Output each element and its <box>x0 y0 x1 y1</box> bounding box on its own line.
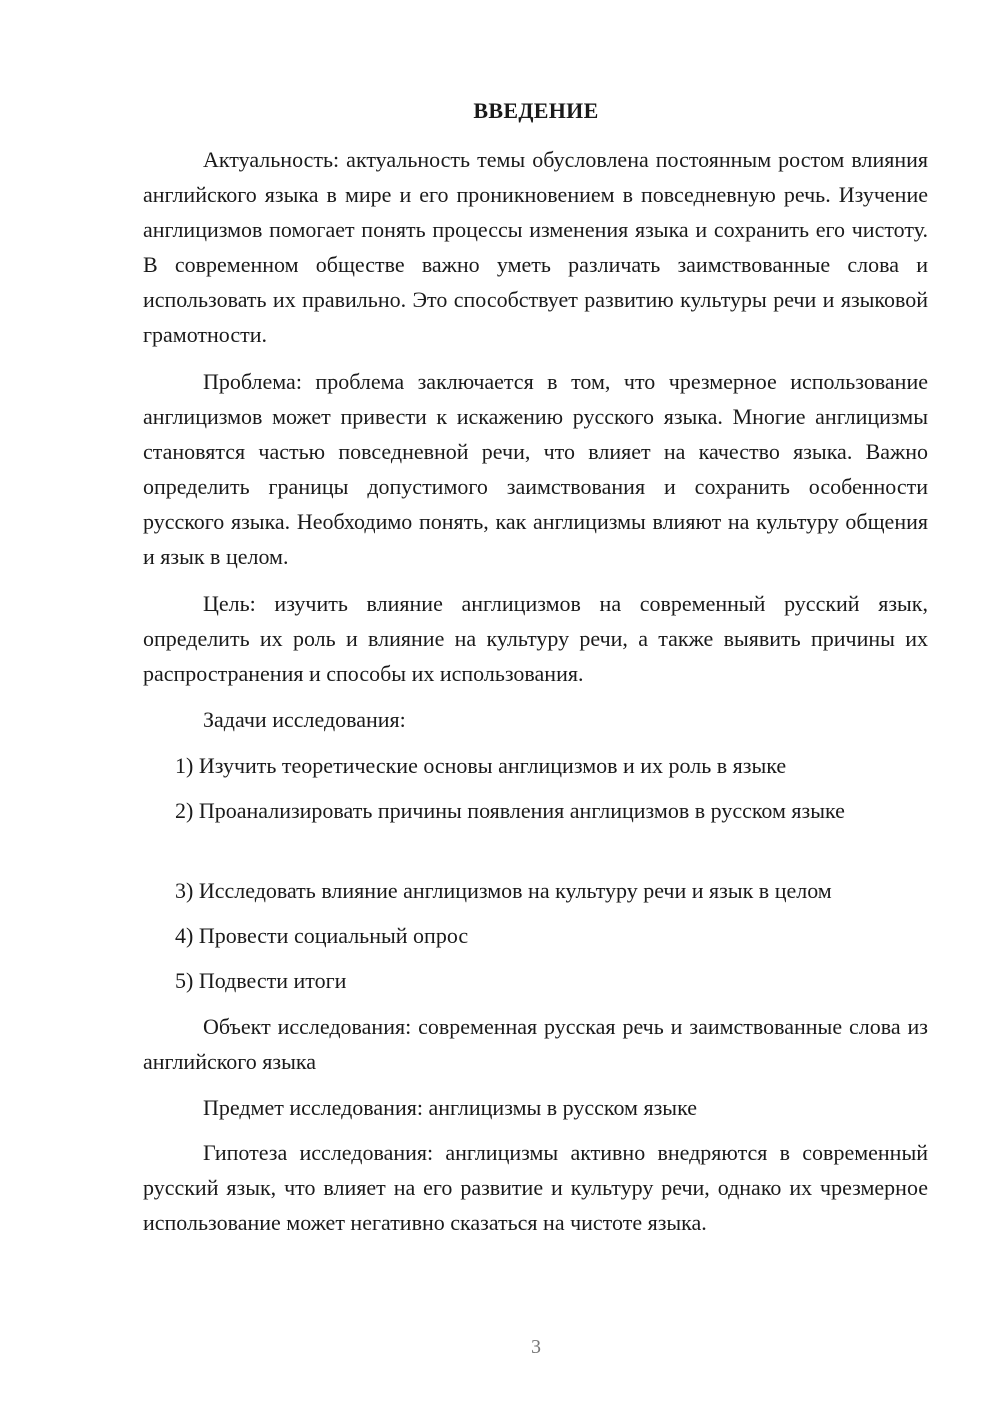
tasks-title: Задачи исследования: <box>203 707 406 732</box>
paragraph-object: Объект исследования: современная русская речь и заимствованные слова из английского языка <box>143 1014 928 1074</box>
task-item-3: 3) Исследовать влияние англицизмов на культуру речи и язык в целом <box>175 878 832 903</box>
paragraph-hypothesis: Гипотеза исследования: англицизмы активно внедряются в современный русский язык, что влияет на его развитие и культуру речи, однако их чрезмерное использование может негативно сказаться на чистоте языка. <box>143 1140 928 1235</box>
paragraph-subject: Предмет исследования: англицизмы в русском языке <box>203 1095 697 1120</box>
task-item-4: 4) Провести социальный опрос <box>175 923 469 948</box>
task-item-5: 5) Подвести итоги <box>175 968 347 993</box>
paragraph-problem: Проблема: проблема заключается в том, что чрезмерное использование англицизмов может привести к искажению русского языка. Многие англицизмы становятся частью повседневной речи, что влияет на качество языка. Важно определить границы допустимого заимствования и сохранить особенности русского языка. Необходимо понять, как англицизмы влияют на культуру общения и язык в целом. <box>143 369 928 569</box>
task-item-2: 2) Проанализировать причины появления англицизмов в русском языке <box>175 798 845 823</box>
paragraph-relevance: Актуальность: актуальность темы обусловлена постоянным ростом влияния английского языка в мире и его проникновением в повседневную речь. Изучение англицизмов помогает понять процессы изменения языка и сохранить его чистоту. В современном обществе важно уметь различать заимствованные слова и использовать их правильно. Это способствует развитию культуры речи и языковой грамотности. <box>143 147 928 347</box>
page-number: 3 <box>531 1336 541 1358</box>
paragraph-goal: Цель: изучить влияние англицизмов на современный русский язык, определить их роль и влияние на культуру речи, а также выявить причины их распространения и способы их использования. <box>143 591 928 686</box>
task-item-1: 1) Изучить теоретические основы англицизмов и их роль в языке <box>175 753 787 778</box>
page-title: ВВЕДЕНИЕ <box>473 98 599 123</box>
